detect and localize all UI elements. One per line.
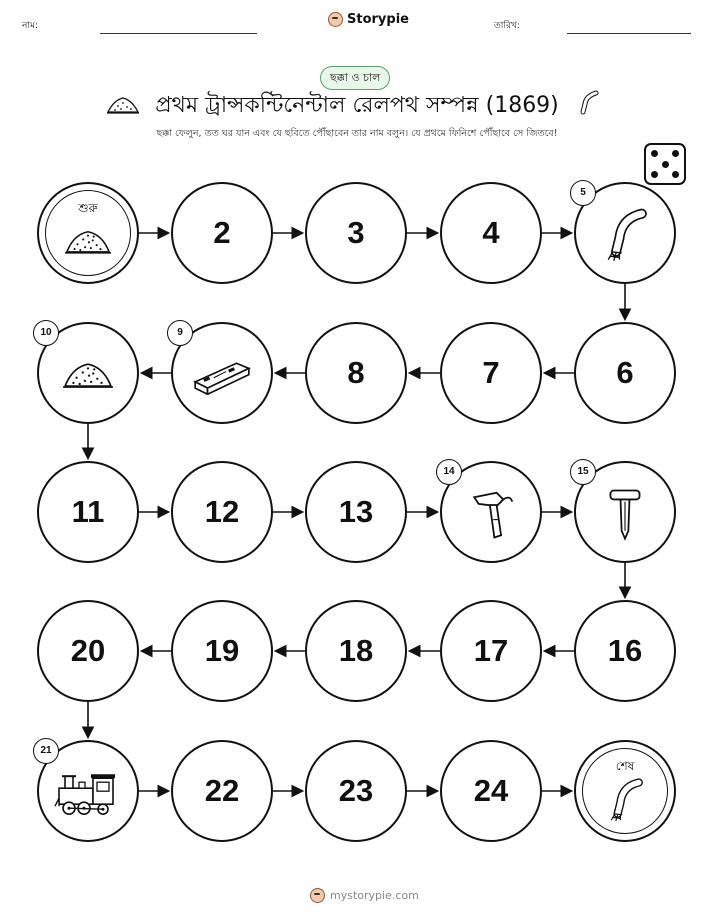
railroad-spike-icon [597,486,653,542]
finish-space[interactable] [574,740,676,842]
board-space-13[interactable] [305,461,407,563]
space-number: 17 [473,633,509,668]
board-space-5[interactable] [574,182,676,284]
space-number: 3 [347,215,365,250]
sand-pile-icon [64,227,112,257]
space-number: 24 [473,773,509,808]
space-number: 13 [338,494,374,529]
space-number: 19 [204,633,240,668]
board-space-20[interactable] [37,600,139,702]
board-space-12[interactable] [171,461,273,563]
board-space-15[interactable] [574,461,676,563]
board-space-18[interactable] [305,600,407,702]
date-label: তারিখ: [494,21,520,31]
board-space-8[interactable] [305,322,407,424]
mascot-icon [310,888,325,903]
bent-spike-icon [602,777,648,823]
board-space-11[interactable] [37,461,139,563]
space-number: 22 [204,773,240,808]
space-number-badge: 14 [436,459,462,485]
board-space-23[interactable] [305,740,407,842]
space-number: 6 [616,355,634,390]
space-number-badge: 10 [33,320,59,346]
board-space-2[interactable] [171,182,273,284]
board-space-19[interactable] [171,600,273,702]
sand-pile-icon [62,359,114,391]
board-space-7[interactable] [440,322,542,424]
space-number: 7 [482,355,500,390]
board-space-14[interactable] [440,461,542,563]
board-space-6[interactable] [574,322,676,424]
space-number: 11 [71,494,105,529]
space-number-badge: 21 [33,738,59,764]
brand-name: Storypie [347,12,409,27]
space-number-badge: 5 [570,180,596,206]
board-space-24[interactable] [440,740,542,842]
category-badge: ছক্কা ও চাল [320,66,390,90]
footer [310,888,419,903]
space-number: 4 [482,215,500,250]
steam-locomotive-icon [53,768,123,818]
board-space-3[interactable] [305,182,407,284]
board-space-17[interactable] [440,600,542,702]
space-number-badge: 15 [570,459,596,485]
instructions: ছক্কা ফেলুন, তত ঘর যান এবং যে ছবিতে পৌঁছাবেন তার নাম বলুন। যে প্রথমে ফিনিশে পৌঁছাবে সে জিতবে! [156,128,558,139]
space-number: 18 [338,633,374,668]
space-number: 20 [70,633,106,668]
footer-url[interactable]: mystorypie.com [330,889,419,902]
railroad-tie-icon [191,355,253,395]
board-space-10[interactable] [37,322,139,424]
page-title: প্রথম ট্রান্সকন্টিনেন্টাল রেলপথ সম্পন্ন (1869) [155,93,559,118]
space-number: 16 [607,633,643,668]
board-space-9[interactable] [171,322,273,424]
space-number: 2 [213,215,231,250]
board-space-21[interactable] [37,740,139,842]
board-space-22[interactable] [171,740,273,842]
space-number: 8 [347,355,365,390]
finish-label: শেষ [615,759,635,773]
space-number: 12 [204,494,240,529]
start-label: শুরু [78,201,98,215]
space-number-badge: 9 [167,320,193,346]
space-number: 23 [338,773,374,808]
board-space-4[interactable] [440,182,542,284]
start-space[interactable] [37,182,139,284]
board-space-16[interactable] [574,600,676,702]
hammer-icon [463,486,519,542]
name-label: নাম: [22,21,39,31]
bent-spike-icon [597,207,653,263]
